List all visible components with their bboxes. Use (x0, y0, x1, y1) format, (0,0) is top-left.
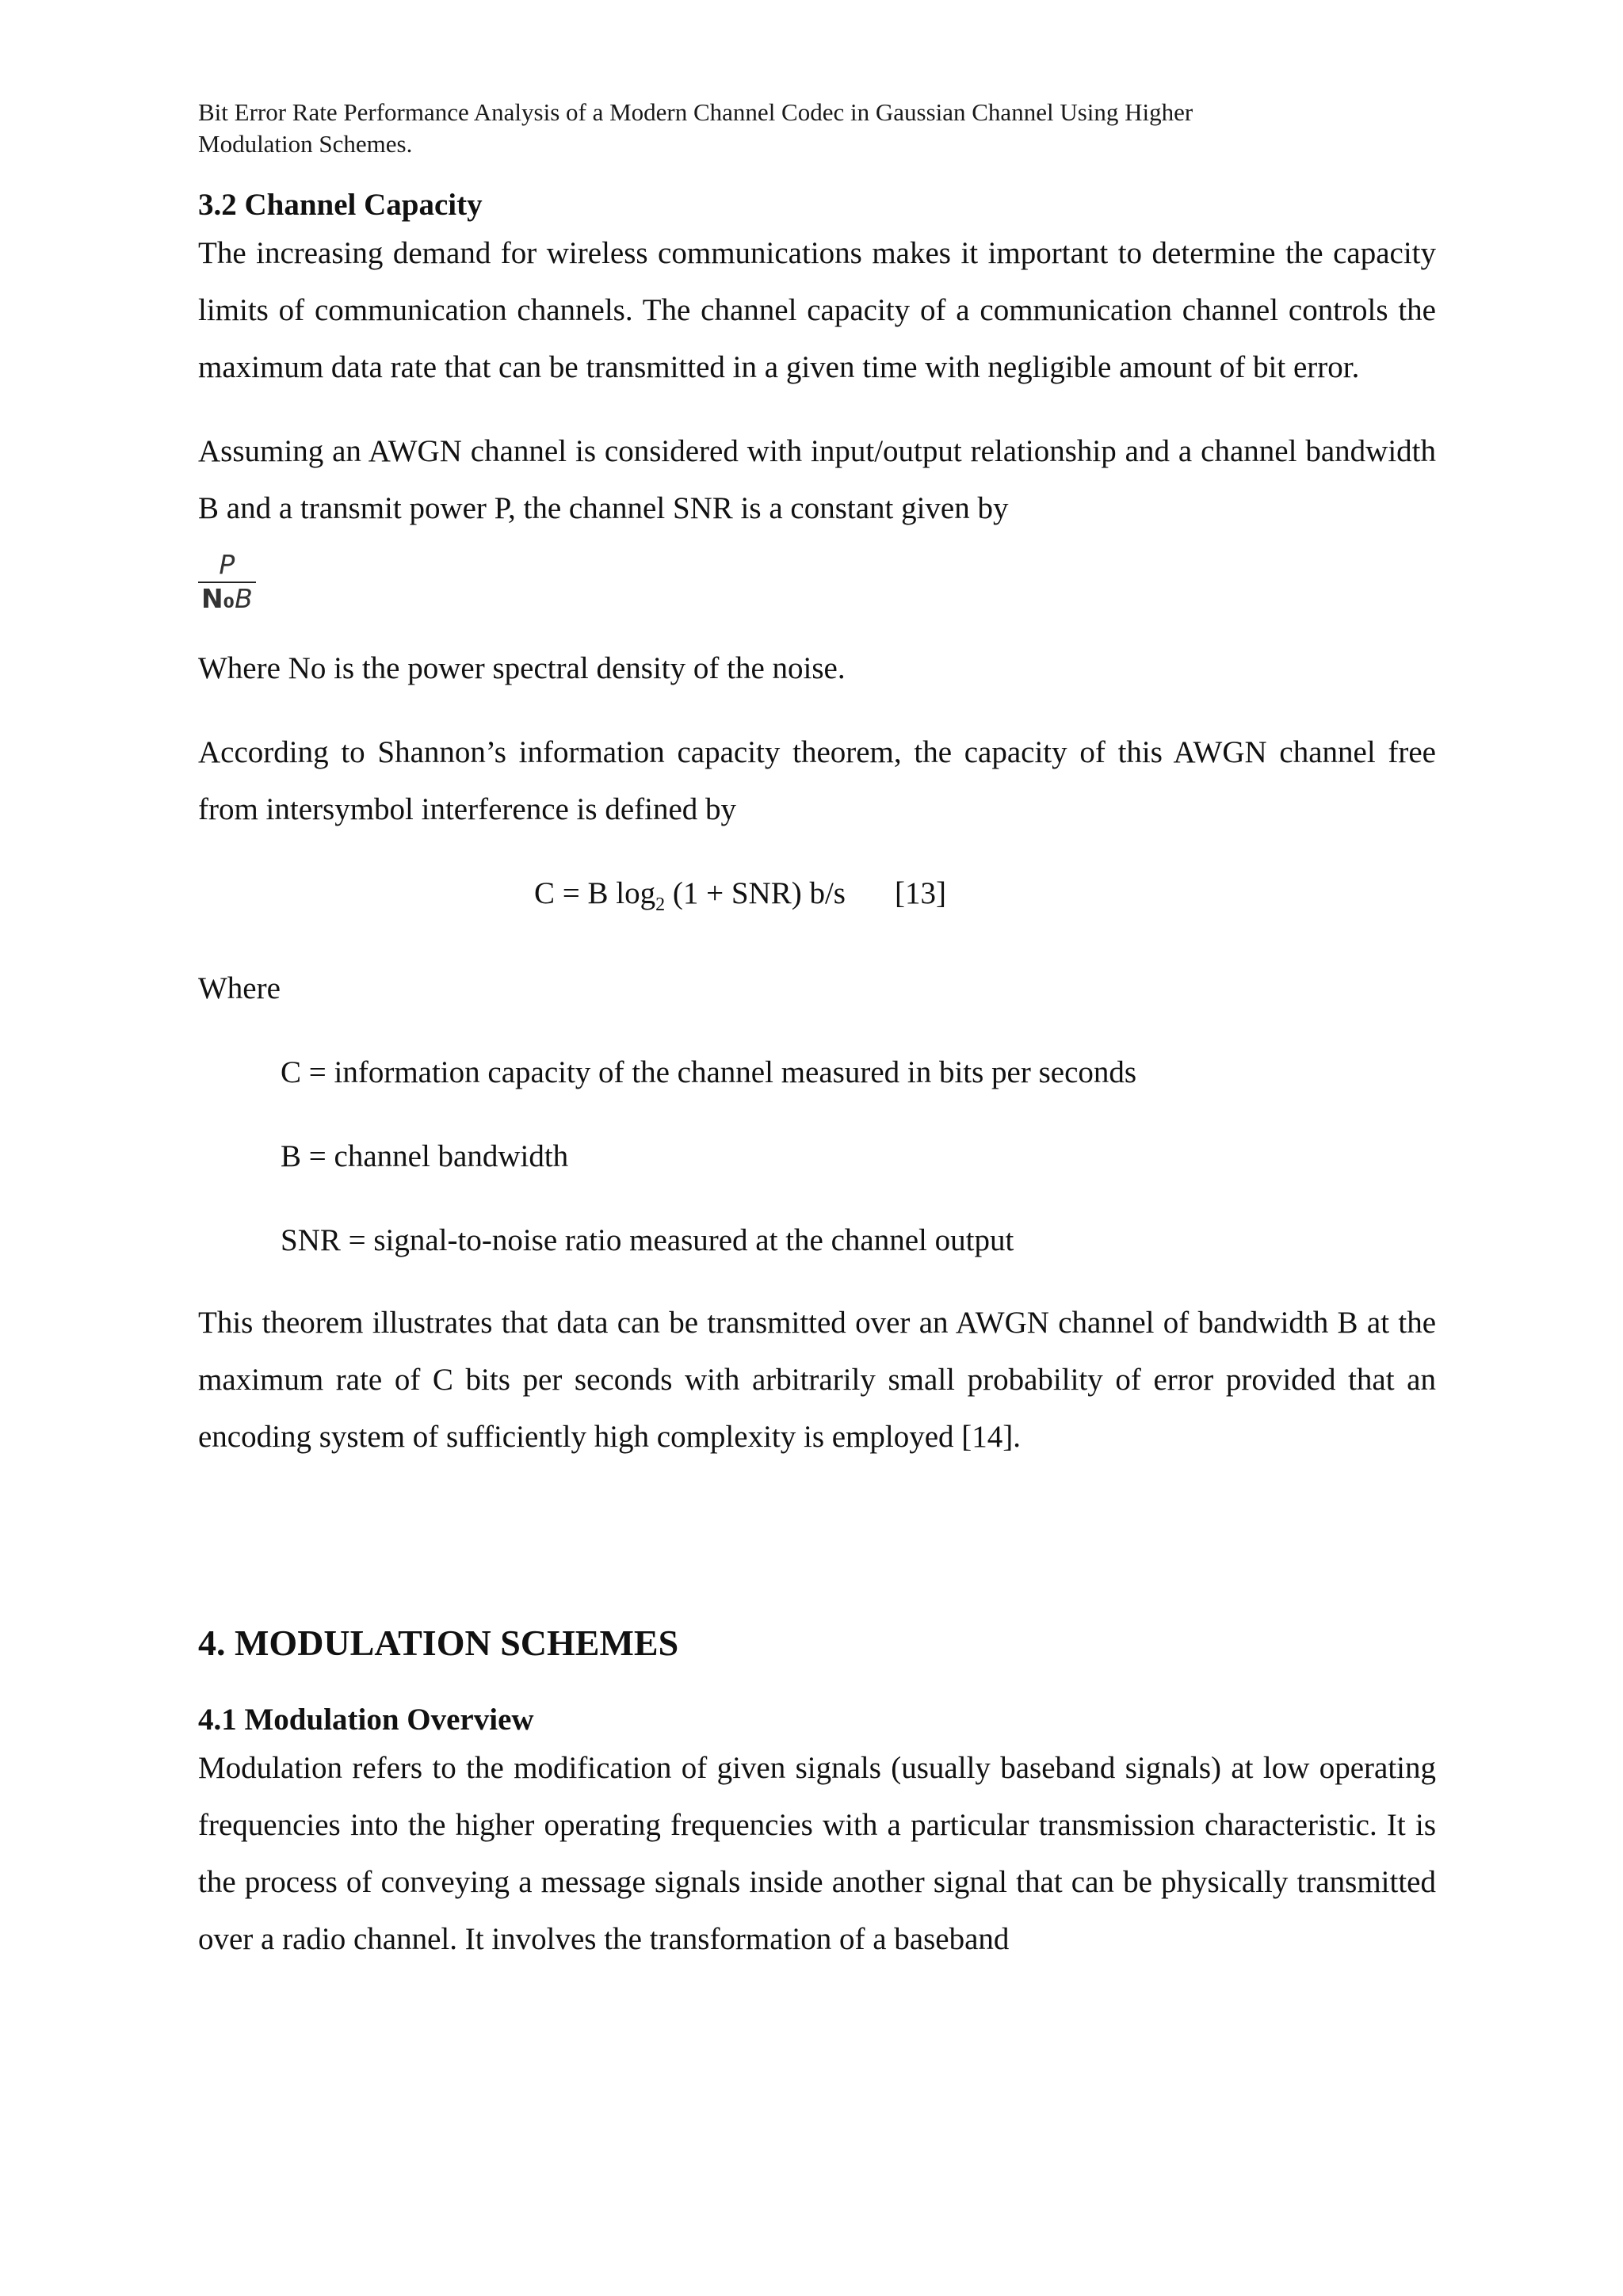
document-page (198, 97, 1436, 1968)
section-4-1-heading: 4.1 Modulation Overview (198, 1702, 534, 1737)
formula-reference: [13] (894, 876, 946, 910)
section-3-2-heading: 3.2 Channel Capacity (198, 188, 483, 222)
snr-fraction-denominator (198, 582, 256, 615)
snr-fraction (198, 548, 256, 615)
formula-log-base: 2 (655, 894, 666, 915)
snr-fraction-b: B (235, 583, 253, 614)
definition-capacity: C = information capacity of the channel measured in bits per seconds (281, 1055, 1137, 1089)
capacity-formula (198, 865, 1436, 933)
noise-psd-paragraph: Where No is the power spectral density of the noise. (198, 651, 846, 685)
where-label: Where (198, 971, 281, 1005)
channel-capacity-paragraph-1: The increasing demand for wireless communications makes it important to determine the capacity limits of communication channels. The channel capacity of a communication channel controls the maximum data rate that can be transmitted in a given time with negligible amount of bit error. (198, 236, 1436, 384)
theorem-illustration-paragraph: This theorem illustrates that data can be transmitted over an AWGN channel of bandwidth B at the maximum rate of C bits per seconds with arbitrarily small probability of error provided that an encoding system of sufficiently high complexity is employed [14]. (198, 1305, 1436, 1454)
formula-lhs: C = B log (534, 876, 656, 910)
shannon-theorem-paragraph: According to Shannon’s information capacity theorem, the capacity of this AWGN channel free from intersymbol interference is defined by (198, 735, 1436, 826)
snr-fraction-numerator: P (219, 549, 235, 580)
definition-snr: SNR = signal-to-noise ratio measured at the channel output (281, 1222, 1014, 1257)
running-header (198, 97, 1436, 160)
running-header-line-1: Bit Error Rate Performance Analysis of a Modern Channel Codec in Gaussian Channel Using Higher (198, 98, 1193, 126)
formula-rhs: (1 + SNR) b/s (665, 876, 846, 910)
section-4-heading: 4. MODULATION SCHEMES (198, 1622, 679, 1663)
definition-bandwidth: B = channel bandwidth (281, 1138, 569, 1173)
channel-capacity-paragraph-2: Assuming an AWGN channel is considered with input/output relationship and a channel bandwidth B and a transmit power P, the channel SNR is a constant given by (198, 434, 1436, 525)
modulation-overview-paragraph: Modulation refers to the modification of given signals (usually baseband signals) at low operating frequencies into the higher operating frequencies with a particular transmission characteristic. It is the process of conveying a message signals inside another signal that can be physically transmitted over a radio channel. It involves the transformation of a baseband (198, 1750, 1436, 1956)
snr-fraction-n0: N₀ (201, 583, 235, 614)
running-header-line-2: Modulation Schemes. (198, 130, 413, 158)
